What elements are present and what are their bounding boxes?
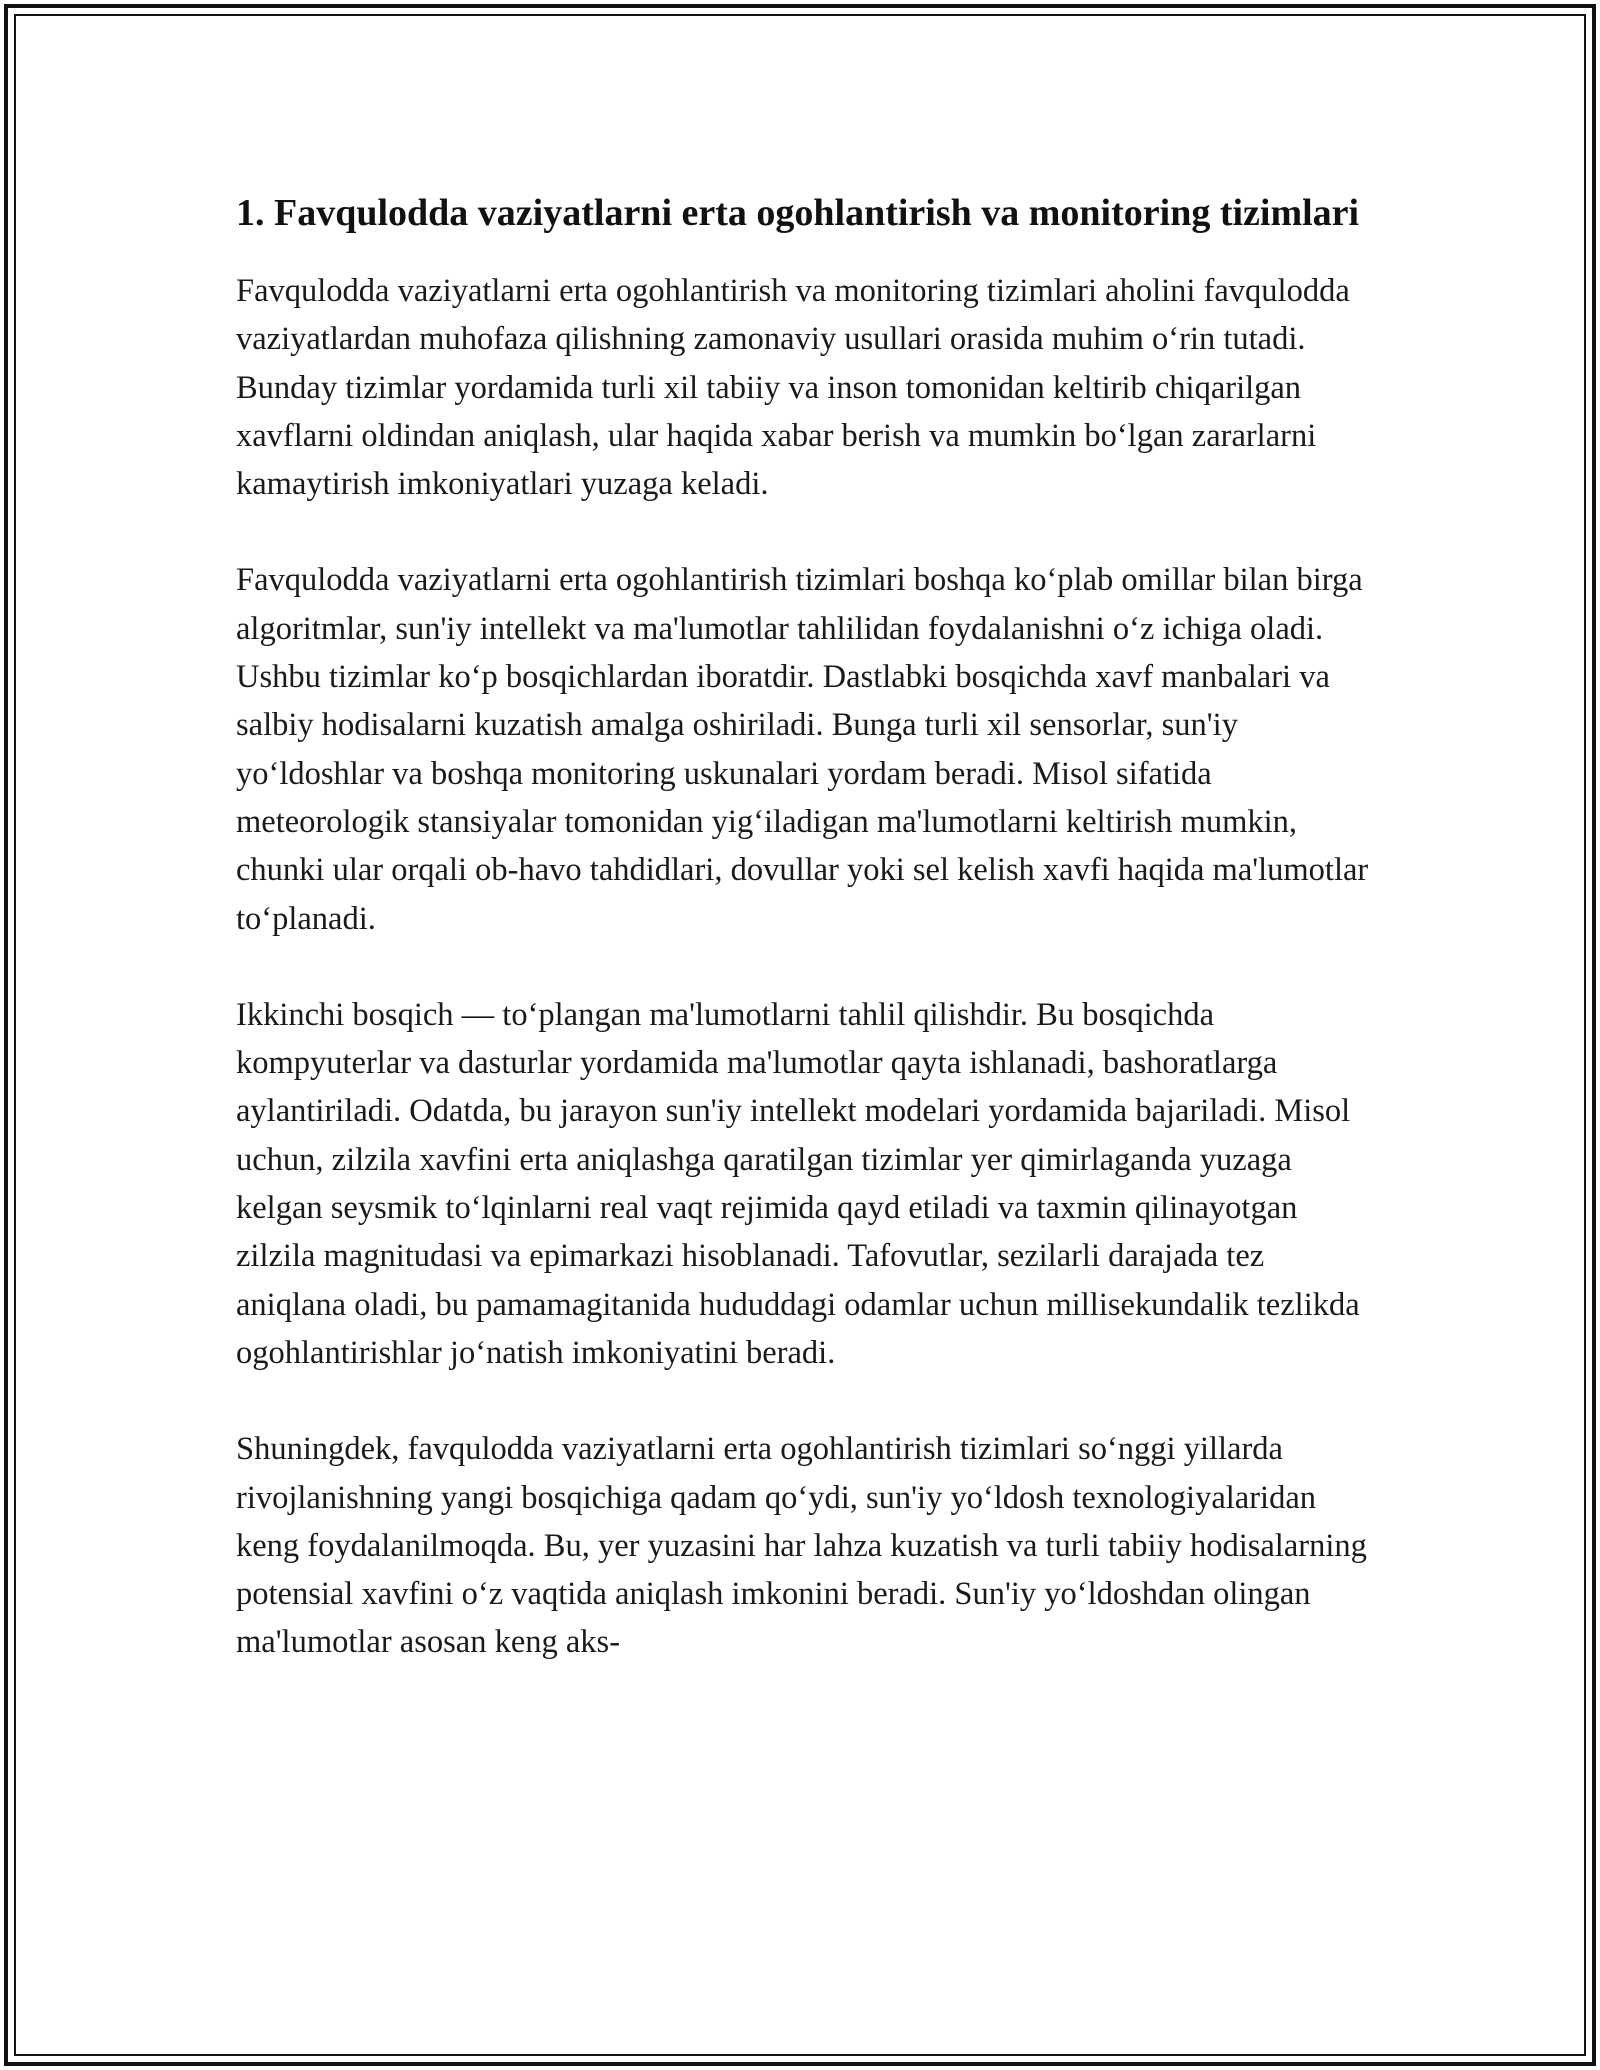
paragraph-3: Ikkinchi bosqich — to‘plangan ma'lumotlarni tahlil qilishdir. Bu bosqichda kompyuterlar va dasturlar yordamida ma'lumotlar qayta ishlanadi, bashoratlarga aylantiriladi. Odatda, bu jarayon sun'iy intellekt modelari yordamida bajariladi. Misol uchun, zilzila xavfini erta aniqlashga qaratilgan tizimlar yer qimirlaganda yuzaga kelgan seysmik to‘lqinlarni real vaqt rejimida qayd etiladi va taxmin qilinayotgan zilzila magnitudasi va epimarkazi hisoblanadi. Tafovutlar, sezilarli darajada tez aniqlana oladi, bu pamamagitanida hududdagi odamlar uchun millisekundalik tezlikda ogohlantirishlar jo‘natish imkoniyatini beradi. [236, 996, 1360, 1371]
document-body [236, 185, 1376, 1667]
paragraph-1: Favqulodda vaziyatlarni erta ogohlantirish va monitoring tizimlari aholini favqulodda vaziyatlardan muhofaza qilishning zamonaviy usullari orasida muhim o‘rin tutadi. Bunday tizimlar yordamida turli xil tabiiy va inson tomonidan keltirib chiqarilgan xavflarni oldindan aniqlash, ular haqida xabar berish va mumkin bo‘lgan zararlarni kamaytirish imkoniyatlari yuzaga keladi. [236, 273, 1350, 503]
section-heading: 1. Favqulodda vaziyatlarni erta ogohlantirish va monitoring tizimlari [236, 192, 1360, 234]
paragraph-2: Favqulodda vaziyatlarni erta ogohlantirish tizimlari boshqa ko‘plab omillar bilan birga algoritmlar, sun'iy intellekt va ma'lumotlar tahlilidan foydalanishni o‘z ichiga oladi. Ushbu tizimlar ko‘p bosqichlardan iboratdir. Dastlabki bosqichda xavf manbalari va salbiy hodisalarni kuzatish amalga oshiriladi. Bunga turli xil sensorlar, sun'iy yo‘ldoshlar va boshqa monitoring uskunalari yordam beradi. Misol sifatida meteorologik stansiyalar tomonidan yig‘iladigan ma'lumotlarni keltirish mumkin, chunki ular orqali ob-havo tahdidlari, dovullar yoki sel kelish xavfi haqida ma'lumotlar to‘planadi. [236, 562, 1369, 937]
paragraph-4: Shuningdek, favqulodda vaziyatlarni erta ogohlantirish tizimlari so‘nggi yillarda rivojlanishning yangi bosqichiga qadam qo‘ydi, sun'iy yo‘ldosh texnologiyalaridan keng foydalanilmoqda. Bu, yer yuzasini har lahza kuzatish va turli tabiiy hodisalarning potensial xavfini o‘z vaqtida aniqlash imkonini beradi. Sun'iy yo‘ldoshdan olingan ma'lumotlar asosan keng aks- [236, 1431, 1367, 1661]
